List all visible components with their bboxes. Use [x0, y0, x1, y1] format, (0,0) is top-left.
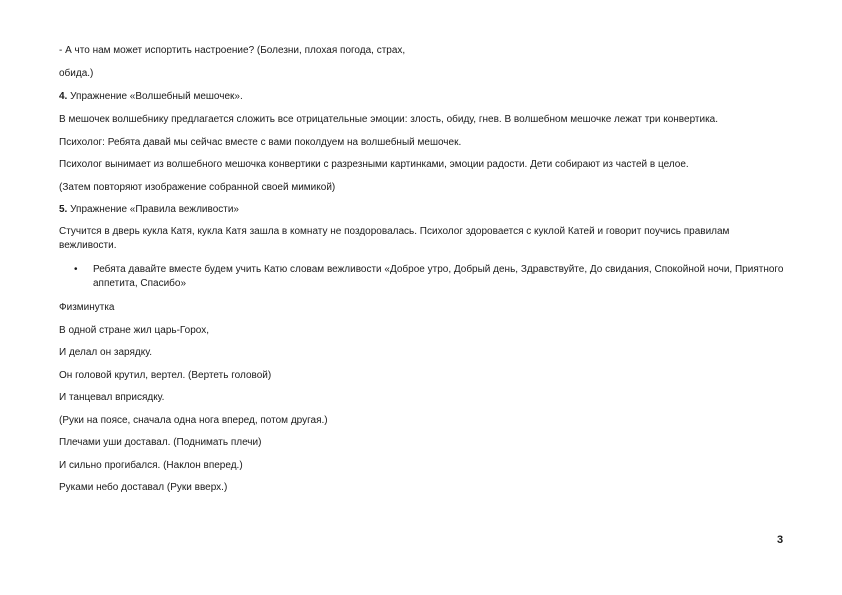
poem-line-6: Плечами уши доставал. (Поднимать плечи) [59, 437, 262, 448]
exercise-5-heading [59, 203, 239, 217]
poem-line-5: (Руки на поясе, сначала одна нога вперед, потом другая.) [59, 415, 328, 426]
exercise-4-number: 4. [59, 91, 68, 102]
poem-line-7: И сильно прогибался. (Наклон вперед.) [59, 460, 243, 471]
paragraph-mood-question: - А что нам может испортить настроение? (Болезни, плохая погода, страх, [59, 45, 406, 56]
paragraph-envelopes: Психолог вынимает из волшебного мешочка конвертики с разрезными картинками, эмоции радости. Дети собирают из частей в целое. [59, 159, 689, 170]
bullet-icon: • [74, 264, 78, 275]
exercise-5-title: Упражнение «Правила вежливости» [70, 204, 239, 215]
bullet-text: Ребята давайте вместе будем учить Катю словам вежливости «Доброе утро, Добрый день, Здравствуйте, До свидания, Спокойной ночи, Приятного аппетита, Спасибо» [93, 264, 784, 289]
paragraph-magic-bag: В мешочек волшебнику предлагается сложить все отрицательные эмоции: злость, обиду, гнев. В волшебном мешочке лежат три конвертика. [59, 114, 719, 125]
paragraph-psychologist-conjure: Психолог: Ребята давай мы сейчас вместе с вами поколдуем на волшебный мешочек. [59, 137, 462, 148]
exercise-4-heading [59, 90, 243, 104]
exercise-4-title: Упражнение «Волшебный мешочек». [70, 91, 243, 102]
poem-line-8: Руками небо доставал (Руки вверх.) [59, 482, 228, 493]
paragraph-doll-katya: Стучится в дверь кукла Катя, кукла Катя зашла в комнату не поздоровалась. Психолог здоровается с куклой Катей и говорит поучись правилам вежливости. [59, 226, 730, 251]
page-number: 3 [777, 534, 784, 546]
poem-line-1: В одной стране жил царь-Горох, [59, 325, 210, 336]
poem-line-3: Он головой крутил, вертел. (Вертеть головой) [59, 370, 272, 381]
heading-fizminutka: Физминутка [59, 302, 115, 313]
paragraph-repeat-mimic: (Затем повторяют изображение собранной своей мимикой) [59, 182, 336, 193]
poem-line-4: И танцевал вприсядку. [59, 392, 165, 403]
poem-line-2: И делал он зарядку. [59, 347, 153, 358]
exercise-5-number: 5. [59, 204, 68, 215]
paragraph-offense: обида.) [59, 68, 94, 79]
